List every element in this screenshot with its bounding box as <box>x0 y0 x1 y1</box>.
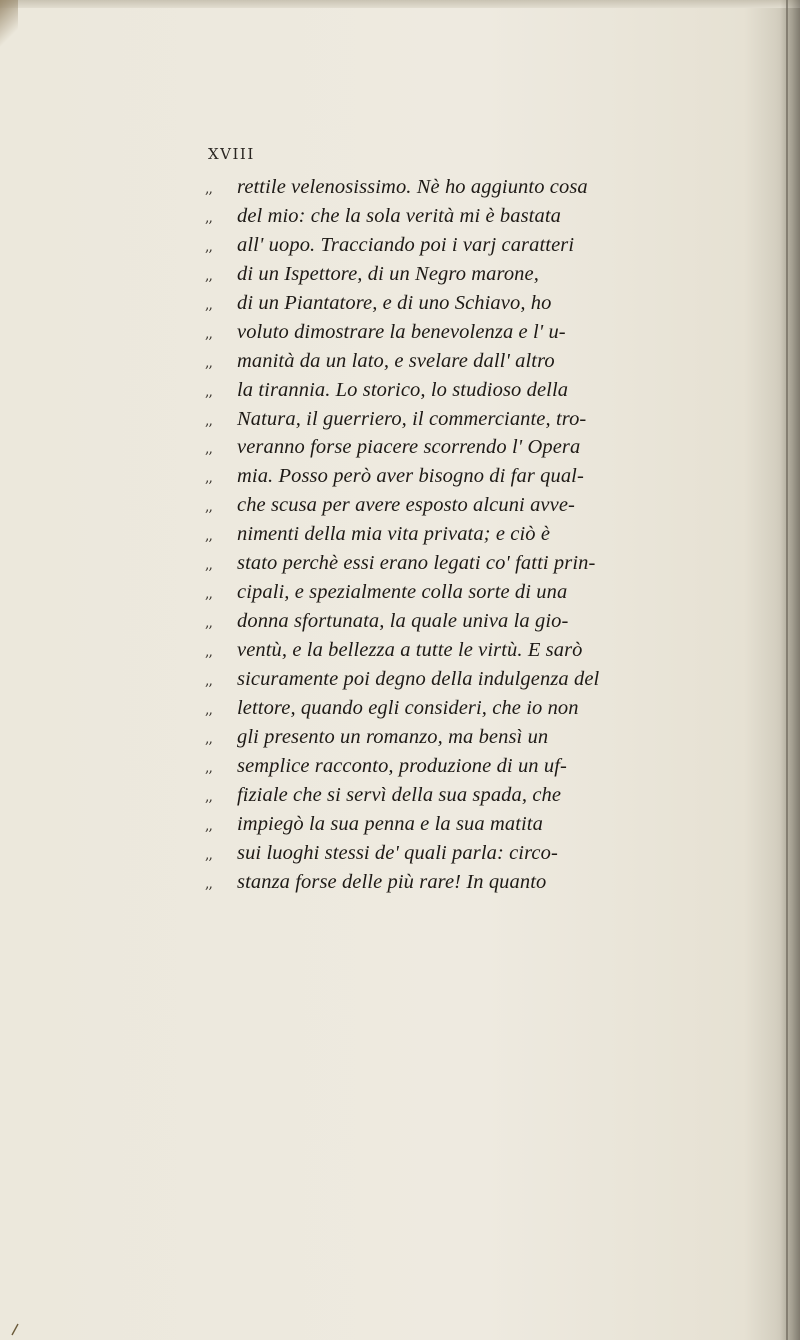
page-corner-stain <box>0 0 18 50</box>
quote-mark: ,, <box>205 499 212 516</box>
quote-mark: ,, <box>205 846 212 863</box>
line-text: di un Piantatore, e di uno Schiavo, ho <box>237 291 552 314</box>
line-text: voluto dimostrare la benevolenza e l' u- <box>237 320 566 343</box>
line-text: la tirannia. Lo storico, lo studioso della <box>237 378 569 401</box>
quote-mark: ,, <box>205 788 212 805</box>
text-line <box>205 462 775 491</box>
text-line <box>205 231 775 260</box>
text-line <box>205 694 775 723</box>
quote-mark: ,, <box>205 644 212 660</box>
text-line <box>205 781 775 810</box>
quote-mark: ,, <box>205 528 212 545</box>
quote-mark: ,, <box>205 267 212 284</box>
text-line <box>205 433 775 462</box>
quote-mark: ,, <box>205 181 212 197</box>
line-text: del mio: che la sola verità mi è bastata <box>237 204 561 227</box>
line-text: fiziale che si servì della sua spada, che <box>237 783 562 806</box>
body-text <box>205 173 775 896</box>
line-text: rettile velenosissimo. Nè ho aggiunto cosa <box>237 176 588 198</box>
quote-mark: ,, <box>205 701 212 718</box>
quote-mark: ,, <box>205 325 212 342</box>
text-line <box>205 376 775 405</box>
pencil-mark <box>10 1322 20 1336</box>
text-line <box>205 520 775 549</box>
quote-mark: ,, <box>205 759 212 776</box>
quote-mark: ,, <box>205 730 212 747</box>
quote-mark: ,, <box>205 875 212 892</box>
text-line <box>205 839 775 868</box>
text-line <box>205 491 775 520</box>
text-line <box>205 665 775 694</box>
line-text: sicuramente poi degno della indulgenza del <box>237 667 600 690</box>
quote-mark: ,, <box>205 470 212 487</box>
quote-mark: ,, <box>205 238 212 255</box>
quote-mark: ,, <box>205 209 212 226</box>
line-text: semplice racconto, produzione di un uf- <box>237 754 567 777</box>
line-text: di un Ispettore, di un Negro marone, <box>237 262 539 285</box>
text-line <box>205 289 775 318</box>
spine-shadow <box>780 0 800 1340</box>
spine-line <box>786 0 788 1340</box>
line-text: Natura, il guerriero, il commerciante, tro- <box>237 407 587 430</box>
pencil-stroke-icon <box>10 1322 20 1336</box>
line-text: stanza forse delle più rare! In quanto <box>237 870 547 893</box>
text-line <box>205 810 775 839</box>
quote-mark: ,, <box>205 296 212 313</box>
line-text: impiegò la sua penna e la sua matita <box>237 812 543 835</box>
quote-mark: ,, <box>205 586 212 603</box>
quote-mark: ,, <box>205 557 212 574</box>
text-line <box>205 260 775 289</box>
text-line <box>205 202 775 231</box>
text-line <box>205 723 775 752</box>
line-text: stato perchè essi erano legati co' fatti prin- <box>237 552 596 575</box>
page-top-edge <box>0 0 800 8</box>
line-text: all' uopo. Tracciando poi i varj caratteri <box>237 233 575 256</box>
quote-mark: ,, <box>205 672 212 689</box>
text-line <box>205 607 775 636</box>
text-line <box>205 868 775 897</box>
text-line <box>205 578 775 607</box>
quote-mark: ,, <box>205 615 212 632</box>
quote-mark: ,, <box>205 383 212 400</box>
text-line <box>205 173 775 202</box>
text-line <box>205 549 775 578</box>
quote-mark: ,, <box>205 817 212 834</box>
quote-mark: ,, <box>205 412 212 429</box>
line-text: che scusa per avere esposto alcuni avve- <box>237 494 575 517</box>
line-text: mia. Posso però aver bisogno di far qual- <box>237 465 584 488</box>
text-line <box>205 405 775 434</box>
line-text: ventù, e la bellezza a tutte le virtù. E sarò <box>237 639 583 661</box>
line-text: lettore, quando egli consideri, che io non <box>237 696 579 719</box>
line-text: donna sfortunata, la quale univa la gio- <box>237 610 569 633</box>
text-line <box>205 347 775 376</box>
quote-mark: ,, <box>205 354 212 371</box>
line-text: nimenti della mia vita privata; e ciò è <box>237 523 551 546</box>
text-line <box>205 752 775 781</box>
page-number: XVIII <box>208 145 255 163</box>
line-text: sui luoghi stessi de' quali parla: circo- <box>237 841 558 864</box>
quote-mark: ,, <box>205 441 212 458</box>
line-text: veranno forse piacere scorrendo l' Opera <box>237 436 581 459</box>
line-text: cipali, e spezialmente colla sorte di una <box>237 581 568 604</box>
text-line <box>205 318 775 347</box>
line-text: gli presento un romanzo, ma bensì un <box>237 725 549 748</box>
text-line <box>205 636 775 665</box>
line-text: manità da un lato, e svelare dall' altro <box>237 349 555 372</box>
